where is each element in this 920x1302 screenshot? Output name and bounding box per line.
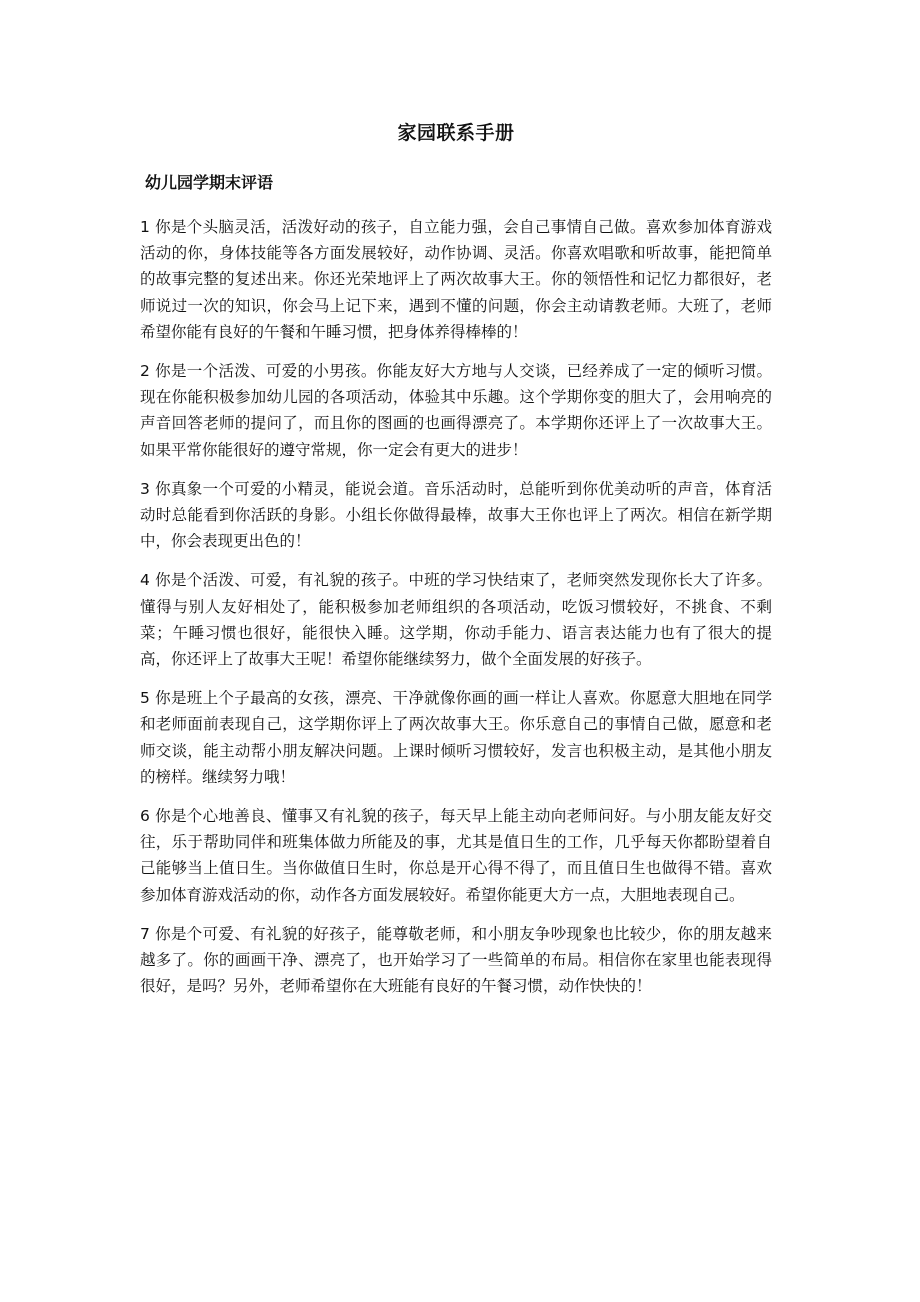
comment-paragraph-2: 2 你是一个活泼、可爱的小男孩。你能友好大方地与人交谈，已经养成了一定的倾听习惯。现在你能积极参加幼儿园的各项活动，体验其中乐趣。这个学期你变的胆大了，会用响亮的声音回答老师的提问了，而且你的图画的也画得漂亮了。本学期你还评上了一次故事大王。如果平常你能很好的遵守常规，你一定会有更大的进步！ xyxy=(140,362,772,459)
document-subtitle: 幼儿园学期末评语 xyxy=(145,173,274,192)
comment-paragraph-3: 3 你真象一个可爱的小精灵，能说会道。音乐活动时，总能听到你优美动听的声音，体育活动时总能看到你活跃的身影。小组长你做得最棒，故事大王你也评上了两次。相信在新学期中，你会表现更出色的！ xyxy=(140,479,772,551)
comment-paragraph-1: 1 你是个头脑灵活，活泼好动的孩子，自立能力强，会自己事情自己做。喜欢参加体育游戏活动的你，身体技能等各方面发展较好，动作协调、灵活。你喜欢唱歌和听故事，能把简单的故事完整的复述出来。你还光荣地评上了两次故事大王。你的领悟性和记忆力都很好，老师说过一次的知识，你会马上记下来，遇到不懂的问题，你会主动请教老师。大班了，老师希望你能有良好的午餐和午睡习惯，把身体养得棒棒的！ xyxy=(140,218,772,341)
comment-paragraph-4: 4 你是个活泼、可爱，有礼貌的孩子。中班的学习快结束了，老师突然发现你长大了许多。懂得与别人友好相处了，能积极参加老师组织的各项活动，吃饭习惯较好，不挑食、不剩菜；午睡习惯也很好，能很快入睡。这学期，你动手能力、语言表达能力也有了很大的提高，你还评上了故事大王呢！希望你能继续努力，做个全面发展的好孩子。 xyxy=(140,571,772,669)
comment-paragraph-7: 7 你是个可爱、有礼貌的好孩子，能尊敬老师，和小朋友争吵现象也比较少，你的朋友越来越多了。你的画画干净、漂亮了，也开始学习了一些简单的布局。相信你在家里也能表现得很好，是吗？另外，老师希望你在大班能有良好的午餐习惯，动作快快的！ xyxy=(140,924,772,996)
document-title: 家园联系手册 xyxy=(397,122,515,144)
comment-paragraph-5: 5 你是班上个子最高的女孩，漂亮、干净就像你画的画一样让人喜欢。你愿意大胆地在同学和老师面前表现自己，这学期你评上了两次故事大王。你乐意自己的事情自己做，愿意和老师交谈，能主动帮小朋友解决问题。上课时倾听习惯较好，发言也积极主动，是其他小朋友的榜样。继续努力哦！ xyxy=(140,689,772,786)
comment-paragraph-6: 6 你是个心地善良、懂事又有礼貌的孩子，每天早上能主动向老师问好。与小朋友能友好交往，乐于帮助同伴和班集体做力所能及的事，尤其是值日生的工作，几乎每天你都盼望着自己能够当上值日生。当你做值日生时，你总是开心得不得了，而且值日生也做得不错。喜欢参加体育游戏活动的你，动作各方面发展较好。希望你能更大方一点，大胆地表现自己。 xyxy=(140,807,772,904)
